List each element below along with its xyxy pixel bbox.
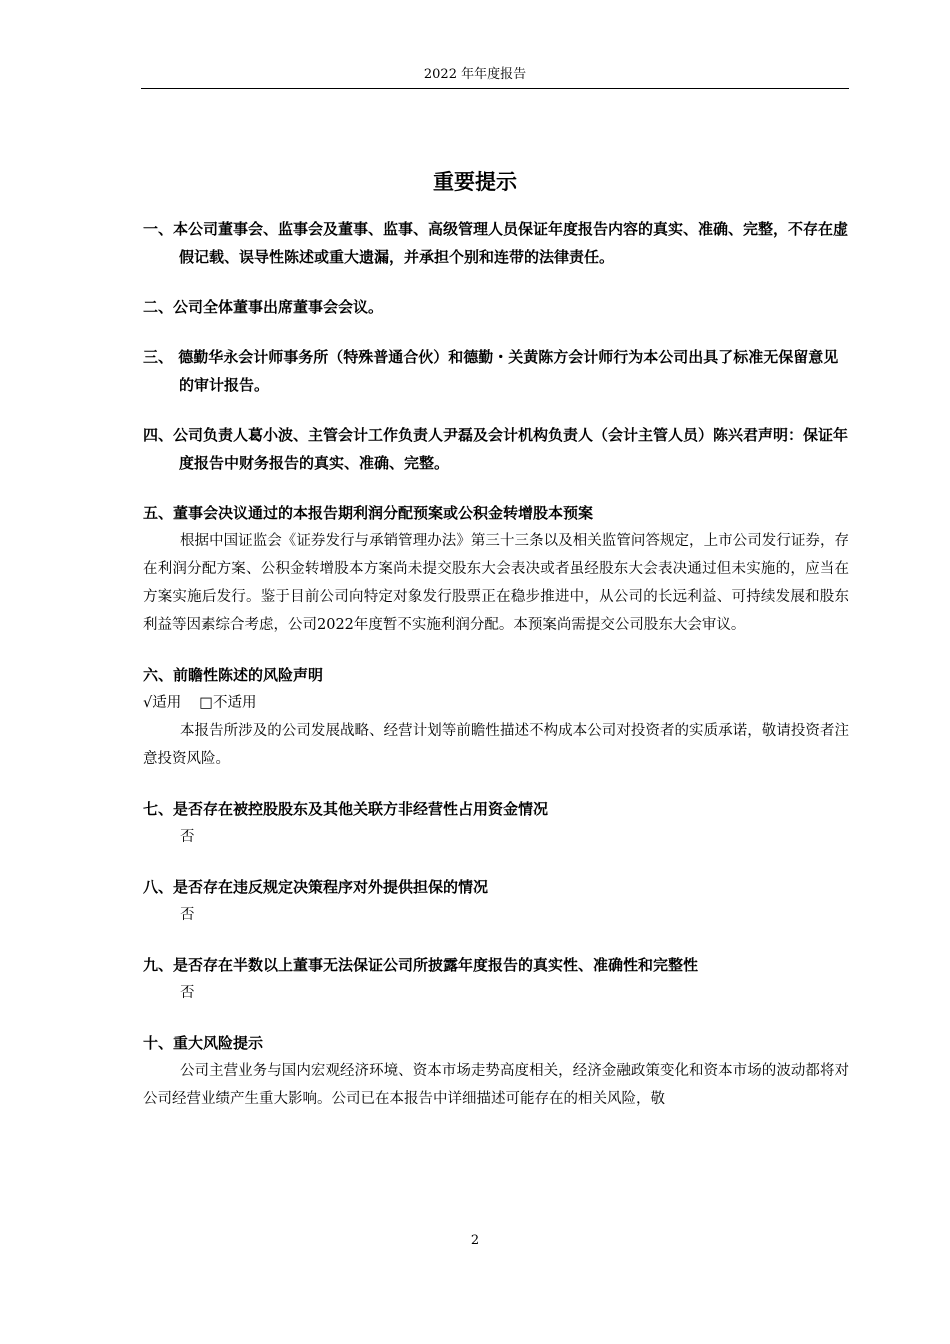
applicability-options [143, 689, 849, 717]
header-divider [141, 88, 849, 89]
option-applicable: √适用 [143, 695, 182, 711]
section-10-body: 公司主营业务与国内宏观经济环境、资本市场走势高度相关，经济金融政策变化和资本市场的波动都将对公司经营业绩产生重大影响。公司已在本报告中详细描述可能存在的相关风险，敬 [143, 1063, 849, 1107]
section-6-heading: 六、前瞻性陈述的风险声明 [143, 666, 324, 684]
option-not-applicable: □不适用 [199, 695, 257, 711]
section-8-answer: 否 [180, 907, 195, 923]
section-10-heading: 十、重大风险提示 [143, 1034, 264, 1052]
section-8-heading: 八、是否存在违反规定决策程序对外提供担保的情况 [143, 878, 489, 896]
page-number: 2 [470, 1233, 480, 1248]
section-6-body: 本报告所涉及的公司发展战略、经营计划等前瞻性描述不构成本公司对投资者的实质承诺，敬请投资者注意投资风险。 [143, 723, 849, 767]
page-title: 重要提示 [433, 170, 517, 194]
section-9-heading: 九、是否存在半数以上董事无法保证公司所披露年度报告的真实性、准确性和完整性 [143, 956, 699, 974]
document-body [143, 215, 849, 1113]
section-5-heading: 五、董事会决议通过的本报告期利润分配预案或公积金转增股本预案 [143, 504, 594, 522]
section-4-heading: 四、公司负责人葛小波、主管会计工作负责人尹磊及会计机构负责人（会计主管人员）陈兴君声明：保证年度报告中财务报告的真实、准确、完整。 [143, 426, 849, 472]
section-3-heading: 三、 德勤华永会计师事务所（特殊普通合伙）和德勤・关黄陈方会计师行为本公司出具了标准无保留意见的审计报告。 [143, 348, 839, 394]
running-header: 2022 年年度报告 [423, 67, 527, 82]
section-1-heading: 一、本公司董事会、监事会及董事、监事、高级管理人员保证年度报告内容的真实、准确、完整，不存在虚假记载、误导性陈述或重大遗漏，并承担个别和连带的法律责任。 [143, 220, 849, 266]
section-7-answer: 否 [180, 829, 195, 845]
section-2-heading: 二、公司全体董事出席董事会会议。 [143, 298, 384, 316]
section-5-body: 根据中国证监会《证券发行与承销管理办法》第三十三条以及相关监管问答规定，上市公司发行证券，存在利润分配方案、公积金转增股本方案尚未提交股东大会表决或者虽经股东大会表决通过但未实施的，应当在方案实施后发行。鉴于目前公司向特定对象发行股票正在稳步推进中，从公司的长远利益、可持续发展和股东利益等因素综合考虑，公司2022年度暂不实施利润分配。本预案尚需提交公司股东大会审议。 [143, 533, 849, 633]
section-9-answer: 否 [180, 985, 195, 1001]
section-7-heading: 七、是否存在被控股股东及其他关联方非经营性占用资金情况 [143, 800, 549, 818]
